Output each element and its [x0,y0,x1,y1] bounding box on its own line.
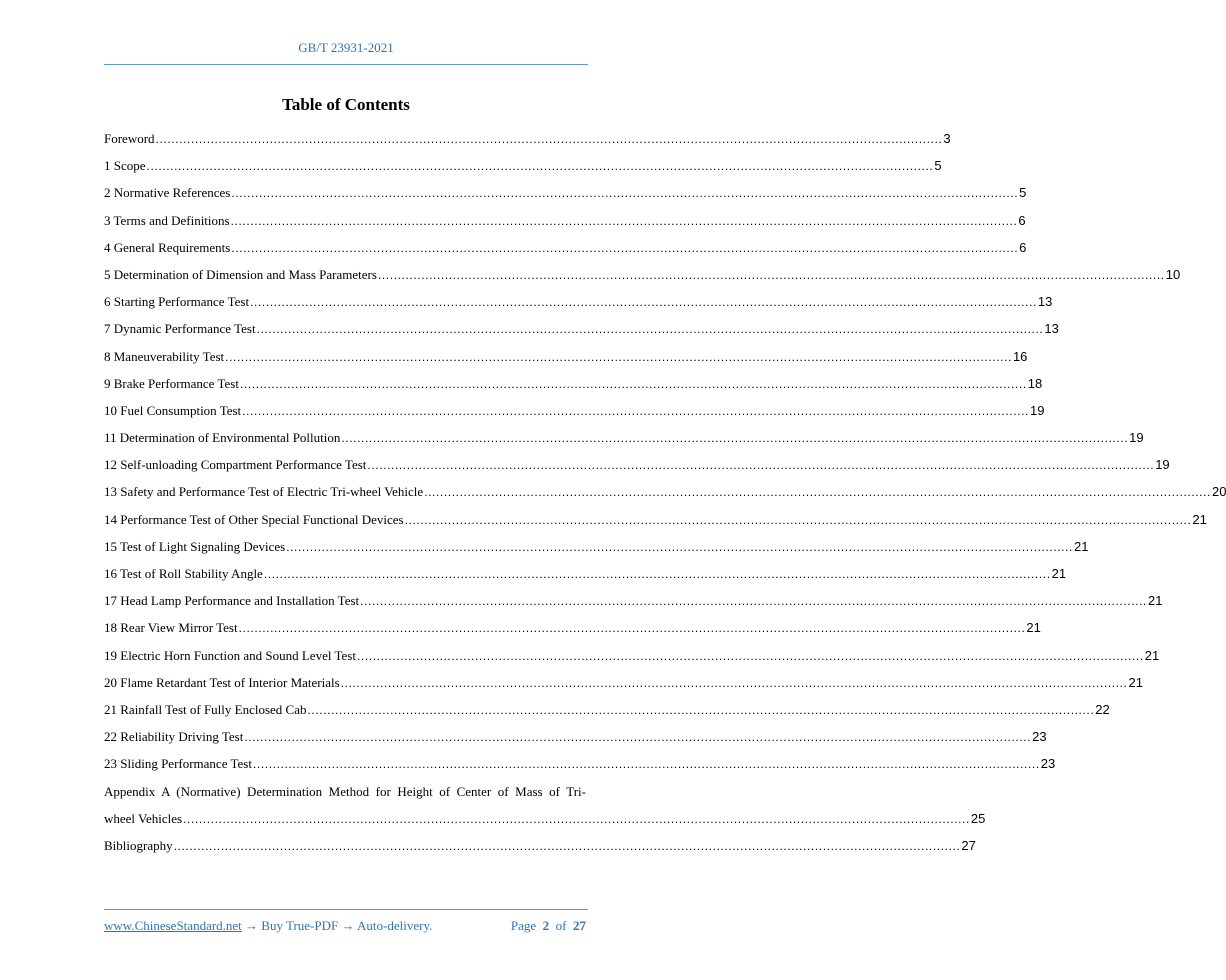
toc-entry-page: 23 [1032,729,1047,745]
header-divider [104,64,588,65]
toc-entry-page: 5 [1019,185,1027,201]
toc-entry[interactable] [104,805,986,832]
toc-leader-dots: ........................................................................................................................................................................................................ [239,376,1027,391]
toc-entry-page: 21 [1073,538,1089,554]
toc-entry-page: 18 [1027,375,1043,391]
toc-entry[interactable] [104,614,1041,641]
toc-leader-dots: ........................................................................................................................................................................................................ [286,539,1073,554]
toc-entry[interactable] [104,261,1181,288]
toc-entry-page: 19 [1129,430,1144,446]
toc-entry-title: 23 Sliding Performance Test [104,756,252,772]
toc-leader-dots: ........................................................................................................................................................................................................ [230,213,1018,228]
toc-entry-page: 6 [1019,239,1027,255]
toc-leader-dots: ........................................................................................................................................................................................................ [263,567,1051,581]
toc-entry-page: 13 [1044,321,1059,337]
toc-entry-title: 15 Test of Light Signaling Devices [104,538,286,554]
toc-entry-title: 3 Terms and Definitions [104,212,230,228]
toc-entry[interactable] [104,179,1027,206]
toc-leader-dots: ........................................................................................................................................................................................................ [360,594,1147,609]
footer-promo [104,918,432,934]
toc-leader-dots: ........................................................................................................................................................................................................ [242,403,1029,418]
toc-entry-title: Foreword [104,131,155,146]
toc-entry[interactable] [104,506,1207,533]
toc-entry-title: 2 Normative References [104,185,231,201]
toc-leader-dots: ........................................................................................................................................................................................................ [231,186,1019,201]
toc-entry-title: 10 Fuel Consumption Test [104,402,242,418]
toc-entry-title: 20 Flame Retardant Test of Interior Materials [104,674,340,690]
toc-entry-title: Appendix A (Normative) Determination Method for Height of Center of Mass of Tri- [104,783,586,799]
toc-entry-page: 25 [970,810,986,826]
toc-entry[interactable] [104,152,942,179]
toc-entry-page: 5 [934,158,942,174]
toc-leader-dots: ........................................................................................................................................................................................................ [183,811,970,826]
toc-entry-page: 19 [1029,402,1045,418]
toc-entry-title: 12 Self-unloading Compartment Performance Test [104,457,367,473]
toc-entry[interactable] [104,315,1059,342]
toc-entry-title: 16 Test of Roll Stability Angle [104,566,263,581]
current-page: 2 [542,918,550,933]
toc-leader-dots: ........................................................................................................................................................................................................ [244,730,1032,745]
buy-true-pdf-link[interactable]: Buy True-PDF [261,918,339,933]
site-link[interactable]: www.ChineseStandard.net [104,918,242,933]
toc-entry-title: 21 Rainfall Test of Fully Enclosed Cab [104,701,307,717]
toc-entry-title: 5 Determination of Dimension and Mass Parameters [104,266,377,282]
toc-entry-page: 21 [1147,593,1163,609]
page-title: Table of Contents [282,95,410,114]
toc-entry-page: 23 [1040,756,1056,772]
toc-entry[interactable] [104,288,1053,315]
toc-entry[interactable] [104,424,1144,451]
toc-entry[interactable] [104,832,976,859]
toc-entry-page: 21 [1051,566,1067,581]
toc-entry-title: 19 Electric Horn Function and Sound Level Test [104,647,356,663]
toc-entry-title: 18 Rear View Mirror Test [104,620,238,636]
of-word: of [555,918,567,933]
toc-leader-dots: ........................................................................................................................................................................................................ [256,322,1044,337]
toc-entry[interactable] [104,397,1045,424]
toc-leader-dots: ........................................................................................................................................................................................................ [404,512,1192,527]
toc-leader-dots: ........................................................................................................................................................................................................ [173,838,961,853]
toc-entry[interactable] [104,451,1170,478]
toc-entry[interactable] [104,587,1163,614]
toc-entry[interactable] [104,234,1027,261]
toc-leader-dots: ........................................................................................................................................................................................................ [340,675,1128,690]
toc-entry-page: 21 [1128,674,1143,690]
toc-entry-title: 1 Scope [104,158,146,174]
toc-entry[interactable] [104,723,1047,750]
toc-entry-title: Bibliography [104,837,173,853]
toc-entry-page: 6 [1018,212,1026,228]
toc-entry-title: 11 Determination of Environmental Pollution [104,430,341,446]
toc-entry[interactable] [104,669,1143,696]
toc-leader-dots: ........................................................................................................................................................................................................ [341,431,1129,446]
toc-entry[interactable] [104,343,1028,370]
arrow-right-icon: → [341,918,355,933]
toc-entry-title: 22 Reliability Driving Test [104,729,244,745]
toc-entry-page: 19 [1155,457,1170,473]
toc-entry[interactable] [104,125,951,152]
toc-leader-dots: ........................................................................................................................................................................................................ [231,240,1019,255]
toc-entry[interactable] [104,642,1160,669]
toc-leader-dots: ........................................................................................................................................................................................................ [367,458,1155,473]
toc-entry-title: 7 Dynamic Performance Test [104,321,256,337]
toc-entry-title: 14 Performance Test of Other Special Functional Devices [104,511,404,527]
toc-entry-title: 4 General Requirements [104,239,231,255]
toc-entry-page: 21 [1026,620,1041,636]
toc-entry-page: 21 [1144,647,1160,663]
toc-entry-page: 3 [943,131,951,146]
toc-leader-dots: ........................................................................................................................................................................................................ [307,702,1095,717]
toc-entry-page: 10 [1165,266,1181,282]
toc-entry-title: wheel Vehicles [104,810,183,826]
toc-entry[interactable] [104,533,1089,560]
toc-entry[interactable] [104,207,1026,234]
toc-entry-page: 13 [1037,294,1053,310]
total-pages: 27 [573,918,586,933]
page-word: Page [510,918,537,933]
toc-entry[interactable] [104,370,1043,397]
toc-leader-dots: ........................................................................................................................................................................................................ [356,648,1144,663]
toc-entry-title: 9 Brake Performance Test [104,375,239,391]
page-number [511,918,586,934]
toc-leader-dots: ........................................................................................................................................................................................................ [146,159,934,174]
toc-leader-dots: ........................................................................................................................................................................................................ [424,485,1211,500]
toc-entry[interactable] [104,778,586,805]
toc-leader-dots: ........................................................................................................................................................................................................ [377,267,1165,282]
footer-divider [104,909,588,910]
toc-entry-page: 21 [1192,511,1207,527]
toc-entry-title: 6 Starting Performance Test [104,294,250,310]
toc-entry-page: 27 [961,837,976,853]
toc-leader-dots: ........................................................................................................................................................................................................ [250,295,1037,310]
toc-entry-title: 13 Safety and Performance Test of Electric Tri-wheel Vehicle [104,484,424,500]
auto-delivery-text: Auto-delivery. [357,918,433,933]
toc-entry-page: 22 [1095,701,1110,717]
toc-leader-dots: ........................................................................................................................................................................................................ [238,621,1026,636]
toc-leader-dots: ........................................................................................................................................................................................................ [225,349,1012,364]
toc-entry-page: 20 [1211,484,1226,500]
toc-entry[interactable] [104,750,1056,777]
toc-entry[interactable] [104,560,1067,587]
toc-entry[interactable] [104,696,1110,723]
toc-entry-page: 16 [1012,348,1028,364]
toc-entry[interactable] [104,478,1226,505]
running-header: GB/T 23931-2021 [298,40,394,55]
toc-entry-title: 8 Maneuverability Test [104,348,225,364]
table-of-contents [104,125,1226,859]
toc-leader-dots: ........................................................................................................................................................................................................ [252,757,1040,772]
toc-entry-title: 17 Head Lamp Performance and Installation Test [104,593,360,609]
arrow-right-icon: → [245,918,259,933]
toc-leader-dots: ........................................................................................................................................................................................................ [155,132,943,146]
